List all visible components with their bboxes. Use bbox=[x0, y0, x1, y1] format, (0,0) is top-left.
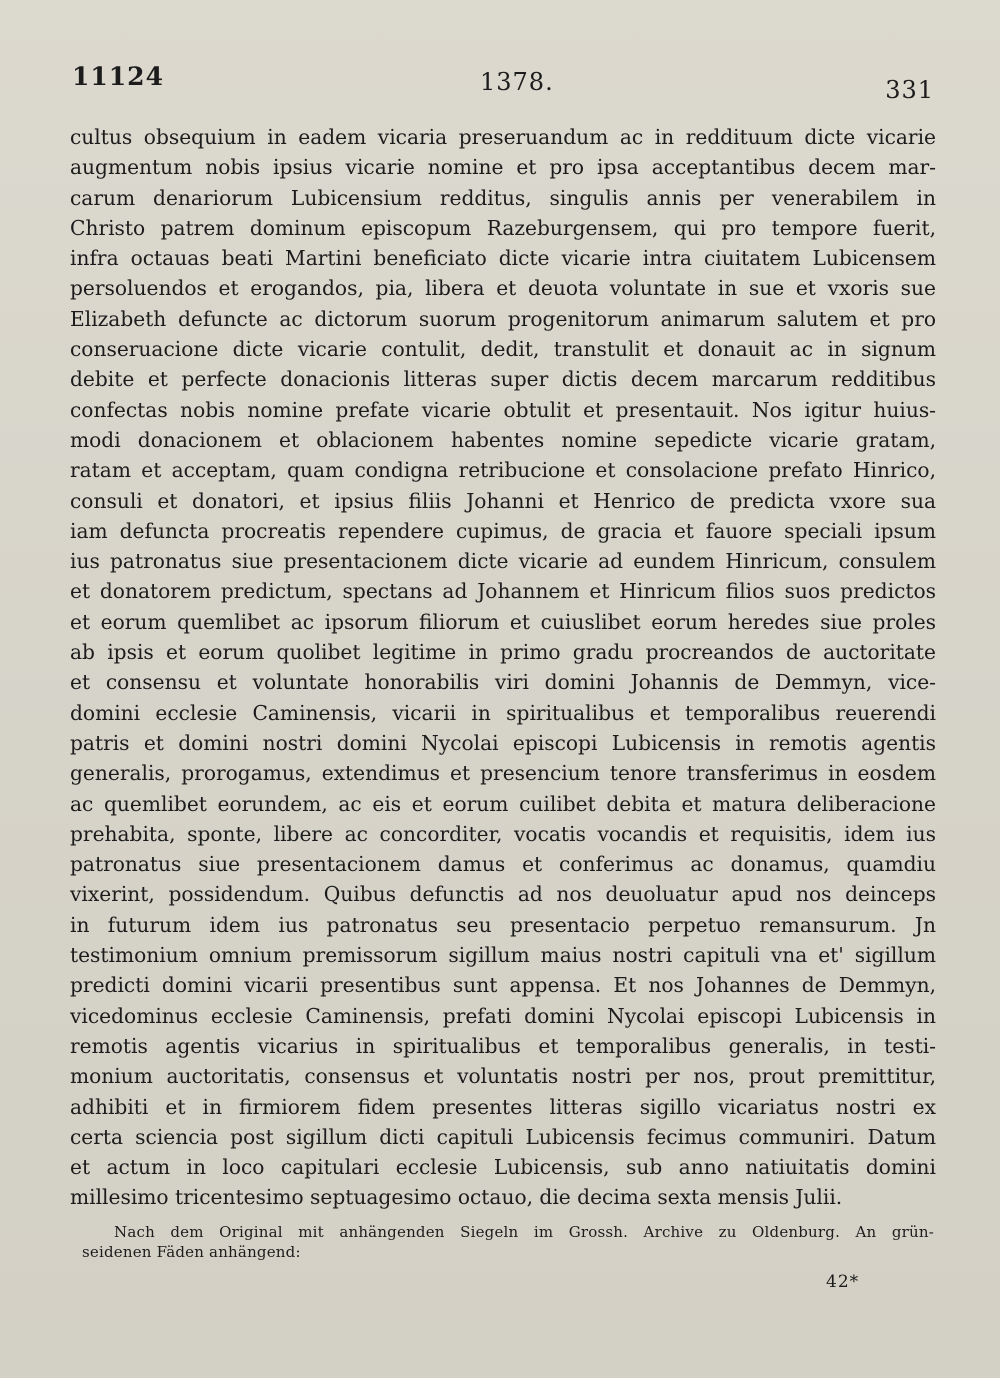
text-line: debite et perfecte donacionis litteras super dictis decem marcarum redditibus bbox=[70, 367, 936, 392]
text-line: remotis agentis vicarius in spiritualibus et temporalibus generalis, in testi- bbox=[70, 1033, 936, 1058]
text-line: conseruacione dicte vicarie contulit, dedit, transtulit et donauit ac in signum bbox=[70, 337, 936, 362]
text-line: et donatorem predictum, spectans ad Johannem et Hinricum filios suos predictos bbox=[70, 579, 936, 604]
text-line: patris et domini nostri domini Nycolai episcopi Lubicensis in remotis agentis bbox=[70, 730, 936, 755]
text-line: et consensu et voluntate honorabilis viri domini Johannis de Demmyn, vice- bbox=[70, 670, 936, 695]
text-line: monium auctoritatis, consensus et voluntatis nostri per nos, prout premittitur, bbox=[70, 1064, 936, 1089]
footnote-line: seidenen Fäden anhängend: bbox=[82, 1243, 301, 1261]
text-line: Christo patrem dominum episcopum Razeburgensem, qui pro tempore fuerit, bbox=[70, 215, 936, 240]
text-line: domini ecclesie Caminensis, vicarii in spiritualibus et temporalibus reuerendi bbox=[70, 700, 936, 725]
text-line: modi donacionem et oblacionem habentes nomine sepedicte vicarie gratam, bbox=[70, 427, 936, 452]
text-line: prehabita, sponte, libere ac concorditer, vocatis vocandis et requisitis, idem ius bbox=[70, 821, 936, 846]
text-line: certa sciencia post sigillum dicti capituli Lubicensis fecimus communiri. Datum bbox=[70, 1124, 936, 1149]
text-line: et actum in loco capitulari ecclesie Lubicensis, sub anno natiuitatis domini bbox=[70, 1155, 936, 1180]
charter-text bbox=[70, 122, 936, 1213]
text-line: et eorum quemlibet ac ipsorum filiorum et cuiuslibet eorum heredes siue proles bbox=[70, 609, 936, 634]
page-number: 331 bbox=[885, 76, 934, 104]
text-line-final: millesimo tricentesimo septuagesimo octauo, die decima sexta mensis Julii. bbox=[70, 1185, 843, 1210]
text-line: adhibiti et in firmiorem fidem presentes litteras sigillo vicariatus nostri ex bbox=[70, 1094, 936, 1119]
text-line: vicedominus ecclesie Caminensis, prefati domini Nycolai episcopi Lubicensis in bbox=[70, 1003, 936, 1028]
text-line: ab ipsis et eorum quolibet legitime in primo gradu procreandos de auctoritate bbox=[70, 640, 936, 665]
text-line: ac quemlibet eorundem, ac eis et eorum cuilibet debita et matura deliberacione bbox=[70, 791, 936, 816]
text-line: patronatus siue presentacionem damus et conferimus ac donamus, quamdiu bbox=[70, 852, 936, 877]
text-line: infra octauas beati Martini beneficiato dicte vicarie intra ciuitatem Lubicensem bbox=[70, 246, 936, 271]
text-line: augmentum nobis ipsius vicarie nomine et pro ipsa acceptantibus decem mar- bbox=[70, 155, 936, 180]
text-line: testimonium omnium premissorum sigillum maius nostri capituli vna et' sigillum bbox=[70, 943, 936, 968]
text-line: carum denariorum Lubicensium redditus, singulis annis per venerabilem in bbox=[70, 185, 936, 210]
printer-signature-mark: 42* bbox=[826, 1272, 860, 1292]
text-line: Elizabeth defuncte ac dictorum suorum progenitorum animarum salutem et pro bbox=[70, 306, 936, 331]
text-line: ius patronatus siue presentacionem dicte vicarie ad eundem Hinricum, consulem bbox=[70, 549, 936, 574]
text-line: predicti domini vicarii presentibus sunt appensa. Et nos Johannes de Demmyn, bbox=[70, 973, 936, 998]
text-line: persoluendos et erogandos, pia, libera et deuota voluntate in sue et vxoris sue bbox=[70, 276, 936, 301]
text-line: consuli et donatori, et ipsius filiis Johanni et Henrico de predicta vxore sua bbox=[70, 488, 936, 513]
text-line: ratam et acceptam, quam condigna retribucione et consolacione prefato Hinrico, bbox=[70, 458, 936, 483]
document-number: 11124 bbox=[72, 62, 164, 91]
footnote-line: Nach dem Original mit anhängenden Siegeln im Grossh. Archive zu Oldenburg. An grün- bbox=[114, 1223, 934, 1241]
page-header bbox=[72, 62, 934, 102]
text-line: iam defuncta procreatis rependere cupimus, de gracia et fauore speciali ipsum bbox=[70, 518, 936, 543]
source-footnote bbox=[82, 1222, 934, 1262]
text-line: vixerint, possidendum. Quibus defunctis ad nos deuoluatur apud nos deinceps bbox=[70, 882, 936, 907]
text-line: generalis, prorogamus, extendimus et presencium tenore transferimus in eosdem bbox=[70, 761, 936, 786]
text-line: in futurum idem ius patronatus seu presentacio perpetuo remansurum. Jn bbox=[70, 912, 936, 937]
text-line: confectas nobis nomine prefate vicarie obtulit et presentauit. Nos igitur huius- bbox=[70, 397, 936, 422]
text-line: cultus obsequium in eadem vicaria preseruandum ac in reddituum dicte vicarie bbox=[70, 125, 936, 149]
document-year: 1378. bbox=[480, 68, 554, 96]
